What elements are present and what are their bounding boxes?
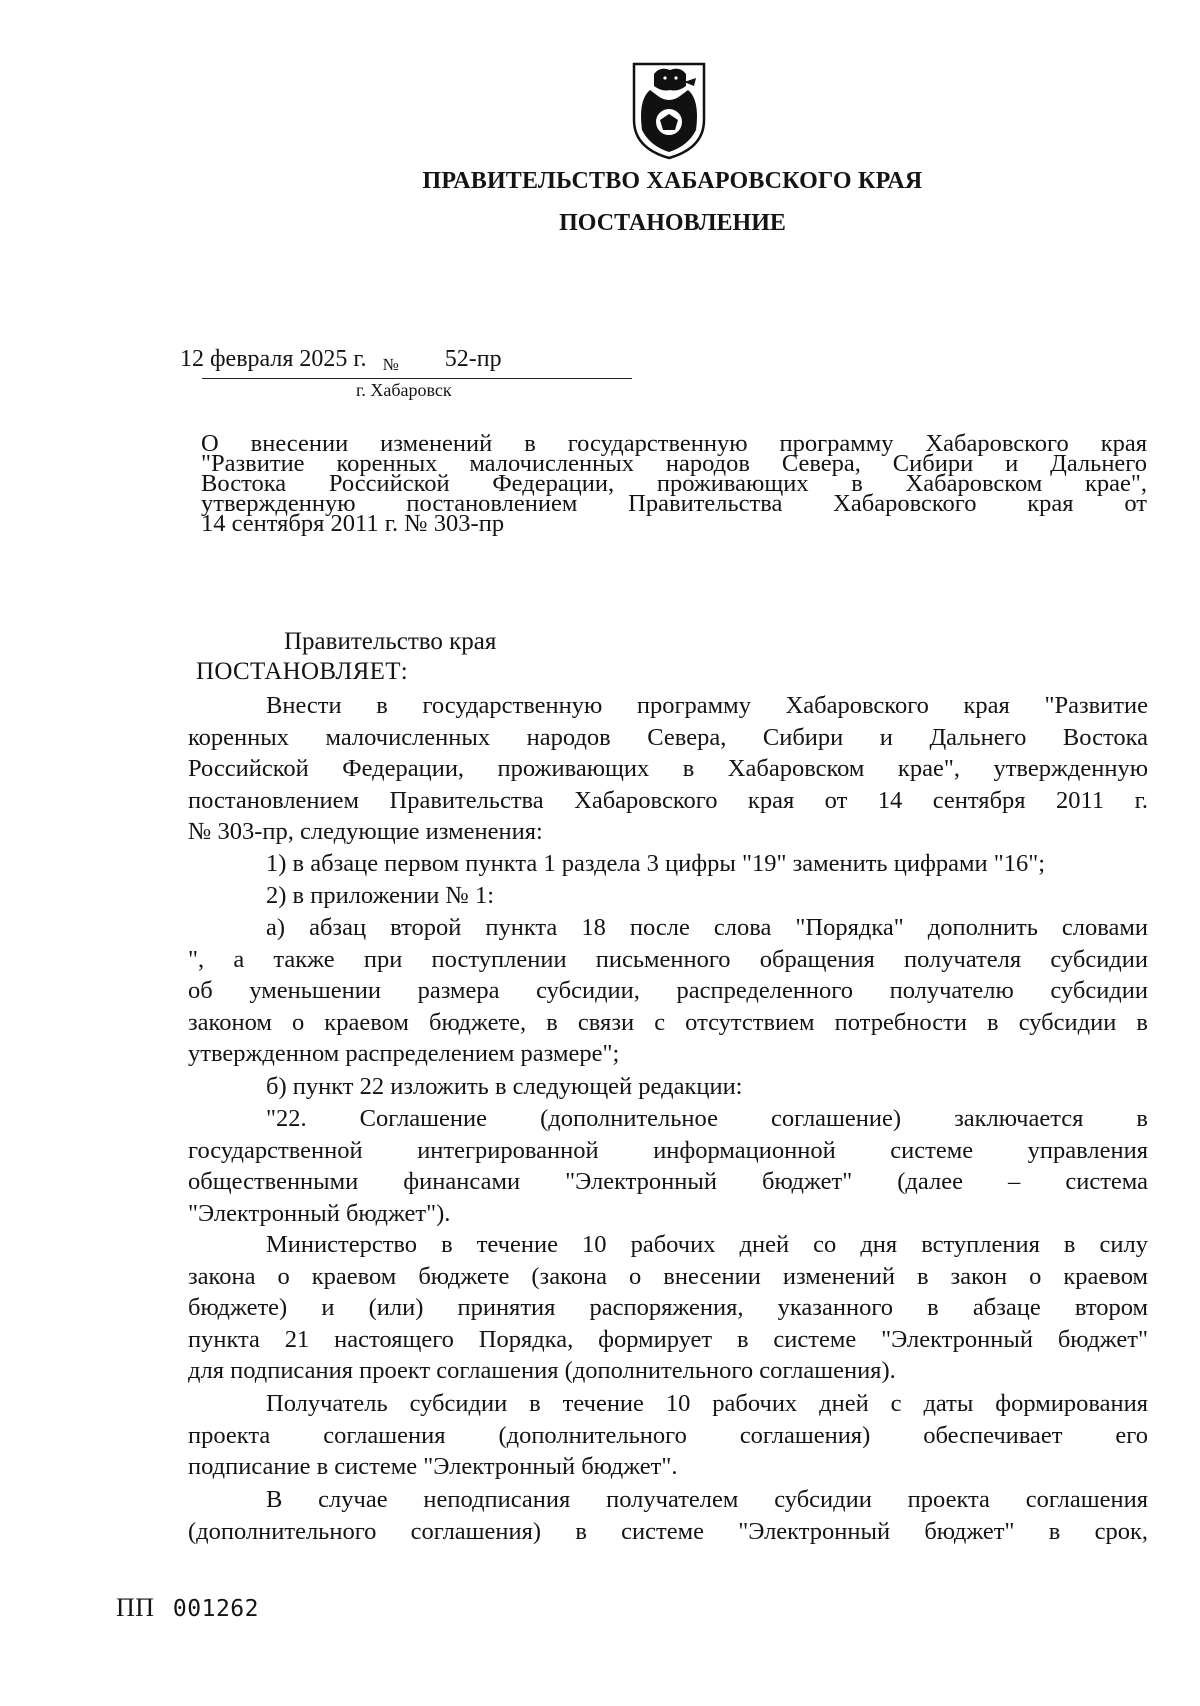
- text-line: № 303-пр, следующие изменения:: [188, 818, 543, 845]
- form-serial-number: [116, 1593, 259, 1623]
- paragraph-intro: [188, 690, 1148, 848]
- text-line: Получатель субсидии в течение 10 рабочих дней с даты формирования: [266, 1390, 1148, 1417]
- document-number: 52-пр: [444, 346, 502, 372]
- text-line: постановлением Правительства Хабаровского края от 14 сентября 2011 г.: [188, 786, 1148, 814]
- text-line: В случае неподписания получателем субсидии проекта соглашения: [266, 1486, 1148, 1513]
- text-line: Внести в государственную программу Хабаровского края "Развитие: [266, 692, 1148, 719]
- text-line: Российской Федерации, проживающих в Хабаровском крае", утвержденную: [188, 755, 1148, 782]
- text-line: 1) в абзаце первом пункта 1 раздела 3 цифры "19" заменить цифрами "16";: [266, 850, 1045, 877]
- text-line: "Электронный бюджет").: [188, 1199, 451, 1227]
- text-line: пункта 21 настоящего Порядка, формирует в системе "Электронный бюджет": [188, 1325, 1148, 1353]
- date-number-line: [180, 346, 502, 373]
- text-line: для подписания проект соглашения (дополнительного соглашения).: [188, 1357, 896, 1384]
- org-title: ПРАВИТЕЛЬСТВО ХАБАРОВСКОГО КРАЯ: [422, 168, 923, 194]
- item-1: [188, 848, 1148, 880]
- text-line: б) пункт 22 изложить в следующей редакции:: [266, 1073, 743, 1100]
- serial-number: 001262: [172, 1596, 260, 1622]
- text-line: подписание в системе "Электронный бюджет".: [188, 1453, 678, 1480]
- paragraph-22: [188, 1103, 1148, 1229]
- text-line: государственной интегрированной информационной системе управления: [188, 1136, 1148, 1164]
- item-2a: [188, 912, 1148, 1070]
- text-line: (дополнительного соглашения) в системе "Электронный бюджет" в срок,: [188, 1517, 1148, 1545]
- serial-prefix: ПП: [116, 1593, 155, 1622]
- subject-line: "Развитие коренных малочисленных народов Севера, Сибири и Дальнего: [201, 450, 1147, 477]
- text-line: проекта соглашения (дополнительного соглашения) обеспечивает его: [188, 1421, 1148, 1449]
- item-2b: [188, 1071, 1148, 1103]
- coat-of-arms-bear-icon: [630, 60, 708, 160]
- text-line: 2) в приложении № 1:: [266, 882, 495, 909]
- subject-line: О внесении изменений в государственную программу Хабаровского края: [201, 430, 1147, 457]
- resolves-label: ПОСТАНОВЛЯЕТ:: [196, 658, 409, 685]
- text-line: коренных малочисленных народов Севера, Сибири и Дальнего Востока: [188, 723, 1148, 751]
- document-subject: [201, 430, 1147, 537]
- text-line: а) абзац второй пункта 18 после слова "Порядка" дополнить словами: [266, 914, 1148, 941]
- city: г. Хабаровск: [356, 380, 452, 400]
- paragraph-recipient: [188, 1388, 1148, 1483]
- text-line: Министерство в течение 10 рабочих дней со дня вступления в силу: [266, 1231, 1148, 1258]
- text-line: законом о краевом бюджете, в связи с отсутствием потребности в субсидии в: [188, 1008, 1148, 1036]
- text-line: закона о краевом бюджете (закона о внесении изменений в закон о краевом: [188, 1262, 1148, 1290]
- document-date: 12 февраля 2025 г.: [180, 346, 367, 372]
- subject-line: Востока Российской Федерации, проживающих в Хабаровском крае",: [201, 470, 1147, 497]
- text-line: бюджете) и (или) принятия распоряжения, указанного в абзаце втором: [188, 1294, 1148, 1321]
- subject-line: утвержденную постановлением Правительства Хабаровского края от: [201, 490, 1147, 517]
- paragraph-unsigned: [188, 1484, 1148, 1547]
- text-line: об уменьшении размера субсидии, распределенного получателю субсидии: [188, 977, 1148, 1004]
- text-line: утвержденном распределением размере";: [188, 1040, 620, 1067]
- number-sign: №: [382, 355, 399, 374]
- subject-line: 14 сентября 2011 г. № 303-пр: [201, 510, 505, 537]
- government-label: Правительство края: [284, 628, 497, 655]
- item-2: [188, 880, 1148, 912]
- text-line: ", а также при поступлении письменного обращения получателя субсидии: [188, 945, 1148, 973]
- text-line: общественными финансами "Электронный бюджет" (далее – система: [188, 1168, 1148, 1195]
- paragraph-ministry: [188, 1229, 1148, 1387]
- date-underline: [202, 378, 632, 379]
- document-type: ПОСТАНОВЛЕНИЕ: [559, 210, 786, 236]
- text-line: "22. Соглашение (дополнительное соглашение) заключается в: [266, 1105, 1148, 1132]
